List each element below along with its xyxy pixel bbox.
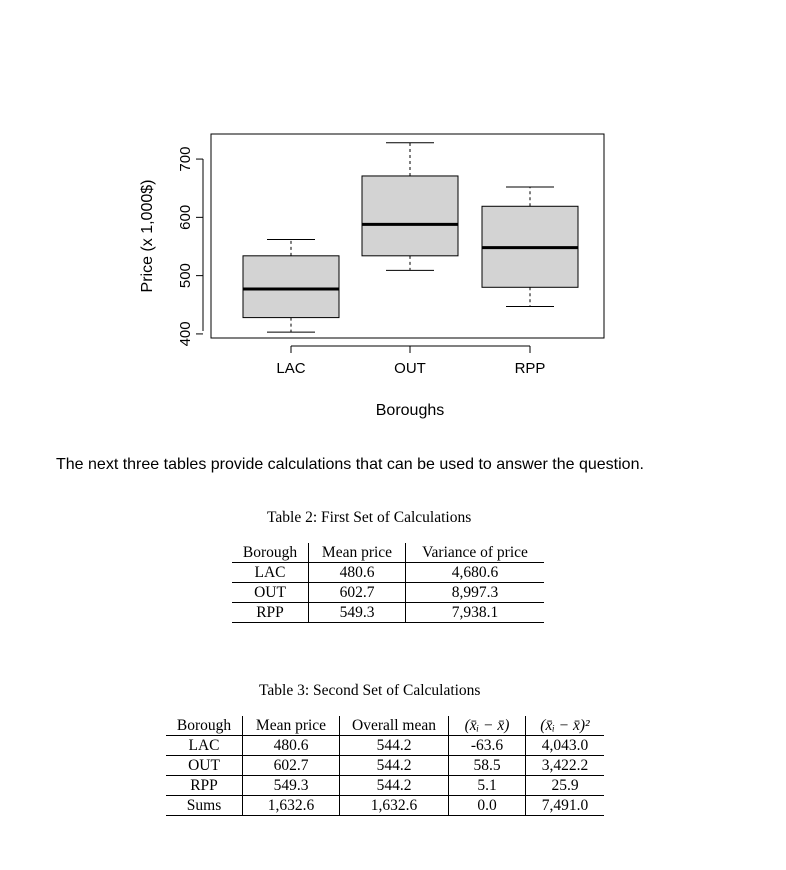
table-row — [166, 776, 604, 796]
table3-cell: 25.9 — [526, 776, 605, 796]
table2-cell: RPP — [232, 603, 309, 623]
table3-header-mean: Mean price — [243, 716, 340, 736]
table3-cell: 602.7 — [243, 756, 340, 776]
x-tick-label-lac: LAC — [276, 360, 306, 377]
table-row — [166, 796, 604, 816]
intro-text: The next three tables provide calculations that can be used to answer the question. — [56, 456, 644, 473]
y-axis-label: Price (x 1,000$) — [139, 179, 156, 293]
table3-header-squared-deviation — [526, 716, 605, 736]
table3-cell: LAC — [166, 736, 243, 756]
table-row — [166, 736, 604, 756]
table3-cell: -63.6 — [449, 736, 526, 756]
x-axis-label: Boroughs — [375, 402, 445, 419]
table2-cell: 7,938.1 — [406, 603, 545, 623]
table3-cell: 544.2 — [340, 776, 449, 796]
table2-header-variance: Variance of price — [406, 543, 545, 563]
table-row — [232, 563, 544, 583]
table3-cell: 1,632.6 — [243, 796, 340, 816]
y-tick-label: 500 — [177, 263, 194, 289]
table2-cell: 549.3 — [309, 603, 406, 623]
table3-header-overall-mean: Overall mean — [340, 716, 449, 736]
box-lac — [243, 239, 339, 332]
table3 — [166, 716, 604, 816]
box-out — [362, 143, 458, 271]
table3-cell: 544.2 — [340, 756, 449, 776]
table2 — [232, 543, 544, 623]
table3-cell: 58.5 — [449, 756, 526, 776]
squared-deviation-formula: (x̄ᵢ − x̄)² — [540, 717, 590, 734]
table3-cell: 7,491.0 — [526, 796, 605, 816]
table2-header-borough: Borough — [232, 543, 309, 563]
table3-cell: 3,422.2 — [526, 756, 605, 776]
box-iqr — [243, 256, 339, 318]
table2-cell: 602.7 — [309, 583, 406, 603]
table3-cell: 5.1 — [449, 776, 526, 796]
table-row — [232, 603, 544, 623]
table3-cell: 1,632.6 — [340, 796, 449, 816]
x-tick-label-out: OUT — [394, 360, 426, 377]
table3-header-deviation — [449, 716, 526, 736]
y-tick-label: 700 — [177, 146, 194, 172]
table3-cell: 480.6 — [243, 736, 340, 756]
table2-cell: OUT — [232, 583, 309, 603]
table3-cell: 0.0 — [449, 796, 526, 816]
y-tick-label: 600 — [177, 204, 194, 230]
table2-cell: 8,997.3 — [406, 583, 545, 603]
table2-cell: 480.6 — [309, 563, 406, 583]
x-tick-label-rpp: RPP — [514, 360, 546, 377]
table3-caption: Table 3: Second Set of Calculations — [259, 682, 481, 699]
box-iqr — [362, 176, 458, 256]
table2-cell: LAC — [232, 563, 309, 583]
box-rpp — [482, 187, 578, 306]
table3-cell: 544.2 — [340, 736, 449, 756]
table-row — [232, 583, 544, 603]
table3-cell: RPP — [166, 776, 243, 796]
table3-header-borough: Borough — [166, 716, 243, 736]
table2-cell: 4,680.6 — [406, 563, 545, 583]
table3-cell: Sums — [166, 796, 243, 816]
table3-cell: 549.3 — [243, 776, 340, 796]
table-row — [166, 756, 604, 776]
y-tick-label: 400 — [177, 321, 194, 347]
table2-caption: Table 2: First Set of Calculations — [267, 509, 472, 526]
table3-cell: 4,043.0 — [526, 736, 605, 756]
table3-cell: OUT — [166, 756, 243, 776]
deviation-formula: (x̄ᵢ − x̄) — [464, 717, 510, 734]
table2-header-mean: Mean price — [309, 543, 406, 563]
